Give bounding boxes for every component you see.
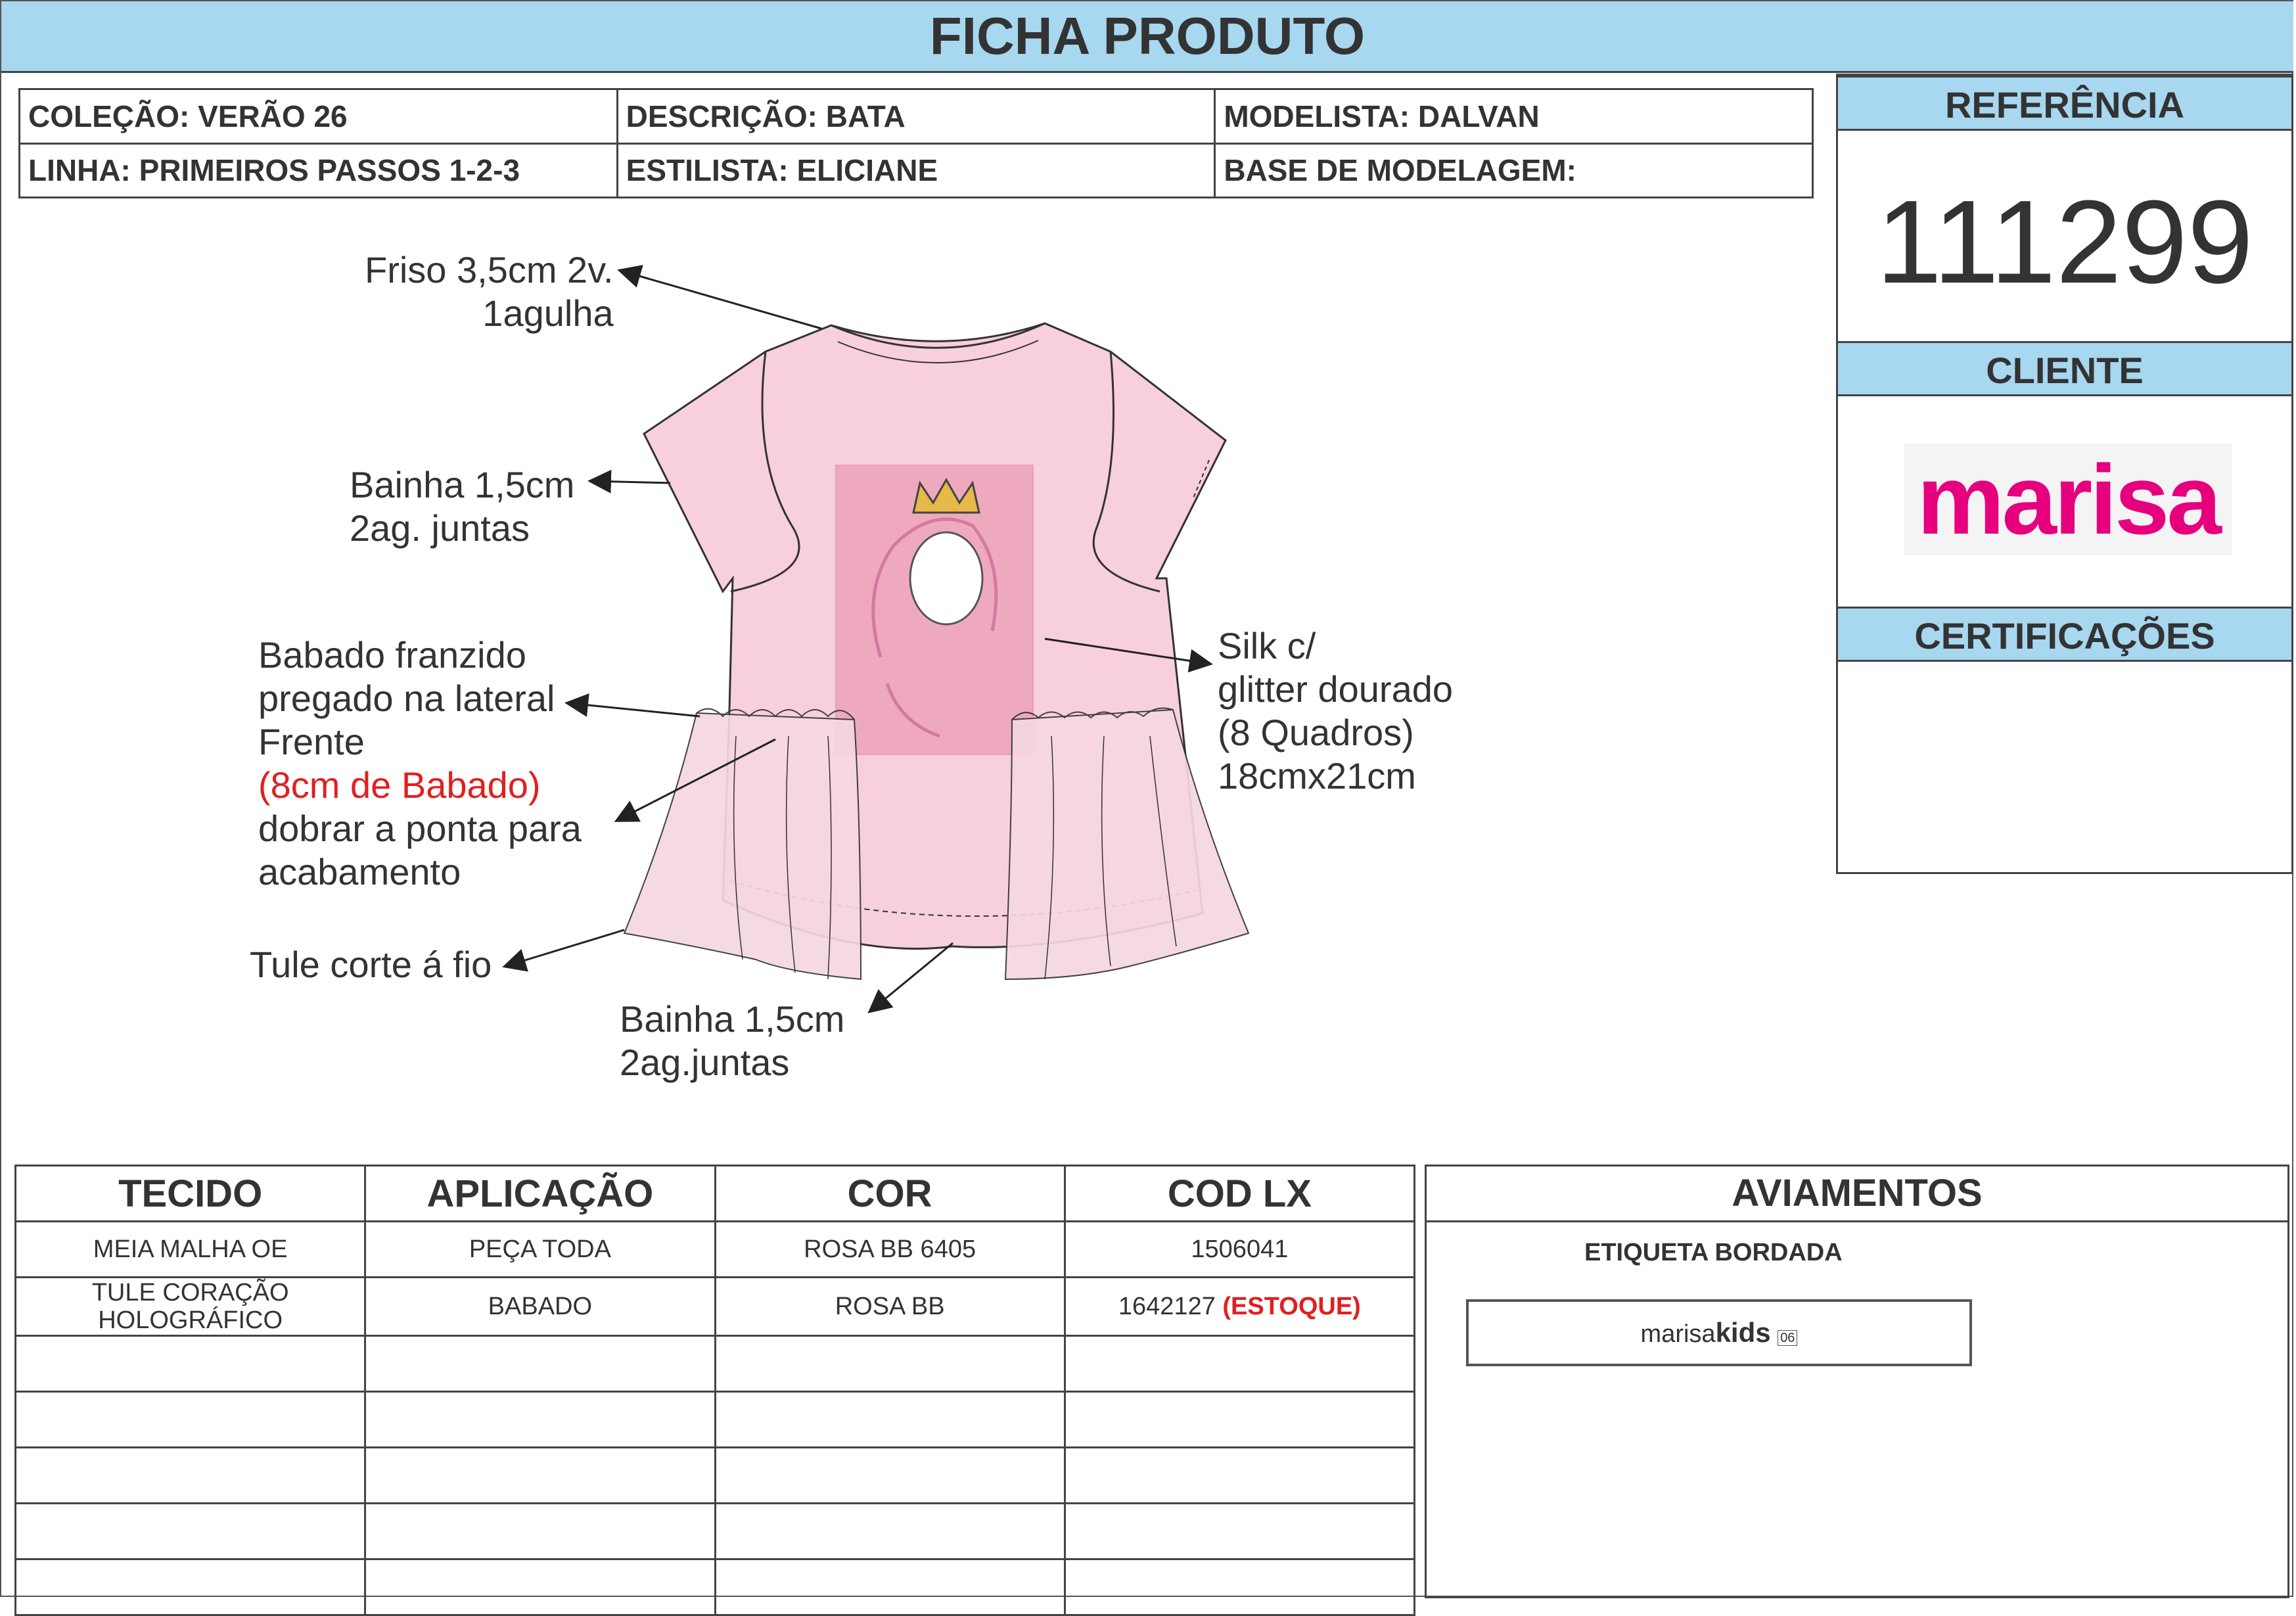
note-babado — [258, 634, 582, 894]
empty-cell — [1065, 1559, 1414, 1615]
base-modelagem-cell: BASE DE MODELAGEM: — [1215, 143, 1813, 198]
note-friso-line2: 1agulha — [482, 292, 614, 334]
empty-cell — [1065, 1448, 1414, 1504]
col-header-cod-lx: COD LX — [1065, 1166, 1414, 1222]
note-tule: Tule corte á fio — [250, 944, 492, 985]
col-header-aplicacao: APLICAÇÃO — [365, 1166, 715, 1222]
empty-cell — [715, 1504, 1065, 1559]
note-bainha-barra — [620, 998, 844, 1084]
certificacoes-header: CERTIFICAÇÕES — [1838, 607, 2291, 662]
fabric-table-header — [16, 1166, 1415, 1222]
col-header-tecido: TECIDO — [16, 1166, 365, 1222]
cliente-header: CLIENTE — [1838, 341, 2291, 396]
empty-cell — [16, 1559, 365, 1615]
note-bainha-manga — [350, 463, 574, 550]
table-row — [16, 1504, 1415, 1559]
arrow-friso — [621, 271, 821, 329]
arrow-tule — [506, 930, 624, 966]
cell-cod-lx — [1065, 1278, 1414, 1336]
empty-cell — [715, 1392, 1065, 1448]
note-friso-line1: Friso 3,5cm 2v. — [365, 249, 614, 290]
linha-cell: LINHA: PRIMEIROS PASSOS 1-2-3 — [20, 143, 618, 198]
empty-cell — [365, 1448, 715, 1504]
colecao-cell: COLEÇÃO: VERÃO 26 — [20, 89, 618, 144]
note-friso — [365, 248, 614, 335]
arrow-babado-lateral — [568, 703, 700, 716]
empty-cell — [16, 1504, 365, 1559]
tag-brand-bold: kids — [1715, 1317, 1771, 1348]
note-bainha-manga-line1: Bainha 1,5cm — [350, 464, 575, 505]
empty-cell — [16, 1392, 365, 1448]
referencia-number: 111299 — [1876, 176, 2253, 308]
note-silk-line1: Silk c/ — [1218, 625, 1316, 666]
empty-cell — [1065, 1504, 1414, 1559]
aviamentos-panel — [1425, 1165, 2289, 1598]
client-logo-text: marisa — [1917, 444, 2219, 555]
note-silk-line3: (8 Quadros) — [1218, 712, 1414, 753]
empty-cell — [1065, 1336, 1414, 1392]
note-babado-line3: Frente — [258, 721, 365, 762]
cell-cod-lx: 1506041 — [1065, 1222, 1414, 1278]
cell-aplicacao: BABADO — [365, 1278, 715, 1336]
referencia-header: REFERÊNCIA — [1838, 76, 2291, 131]
note-silk-line2: glitter dourado — [1218, 668, 1454, 710]
empty-cell — [365, 1336, 715, 1392]
arrow-bainha-manga — [591, 481, 670, 483]
table-row — [16, 1392, 1415, 1448]
table-row — [16, 1559, 1415, 1615]
table-row — [16, 1448, 1415, 1504]
note-babado-red: (8cm de Babado) — [258, 764, 541, 806]
estilista-cell: ESTILISTA: ELICIANE — [617, 143, 1215, 198]
note-babado-line1: Babado franzido — [258, 634, 526, 676]
table-row — [16, 1336, 1415, 1392]
arrow-babado-ponta — [618, 739, 775, 820]
cell-aplicacao: PEÇA TODA — [365, 1222, 715, 1278]
note-silk-line4: 18cmx21cm — [1218, 755, 1416, 796]
descricao-cell: DESCRIÇÃO: BATA — [617, 89, 1215, 144]
fabric-table — [14, 1165, 1415, 1616]
cell-cor: ROSA BB — [715, 1278, 1065, 1336]
note-babado-line2: pregado na lateral — [258, 678, 555, 719]
arrow-bainha-barra — [871, 943, 953, 1011]
note-bainha-barra-line1: Bainha 1,5cm — [620, 998, 845, 1040]
cod-lx-value: 1642127 — [1118, 1293, 1216, 1320]
empty-cell — [365, 1504, 715, 1559]
note-babado-line6: acabamento — [258, 851, 461, 892]
cell-tecido: MEIA MALHA OE — [16, 1222, 365, 1278]
embroidered-tag — [1466, 1299, 1972, 1366]
cod-lx-note: (ESTOQUE) — [1222, 1293, 1361, 1320]
tag-size: 06 — [1778, 1330, 1797, 1346]
empty-cell — [16, 1336, 365, 1392]
note-silk — [1218, 624, 1453, 798]
note-bainha-manga-line2: 2ag. juntas — [350, 507, 530, 549]
empty-cell — [365, 1559, 715, 1615]
note-bainha-barra-line2: 2ag.juntas — [620, 1042, 790, 1083]
empty-cell — [365, 1392, 715, 1448]
empty-cell — [1065, 1392, 1414, 1448]
empty-cell — [715, 1448, 1065, 1504]
col-header-cor: COR — [715, 1166, 1065, 1222]
empty-cell — [715, 1559, 1065, 1615]
empty-cell — [715, 1336, 1065, 1392]
cell-cor: ROSA BB 6405 — [715, 1222, 1065, 1278]
table-row — [16, 1278, 1415, 1336]
cell-tecido: TULE CORAÇÃO HOLOGRÁFICO — [16, 1278, 365, 1336]
page-title: FICHA PRODUTO — [1, 1, 2293, 73]
aviamento-label: ETIQUETA BORDADA — [1584, 1239, 1843, 1266]
modelista-cell: MODELISTA: DALVAN — [1215, 89, 1813, 144]
table-row — [16, 1222, 1415, 1278]
note-babado-line5: dobrar a ponta para — [258, 808, 582, 849]
arrow-silk — [1045, 639, 1209, 664]
tag-brand: marisa — [1640, 1320, 1716, 1348]
aviamentos-title: AVIAMENTOS — [1427, 1166, 2287, 1222]
empty-cell — [16, 1448, 365, 1504]
